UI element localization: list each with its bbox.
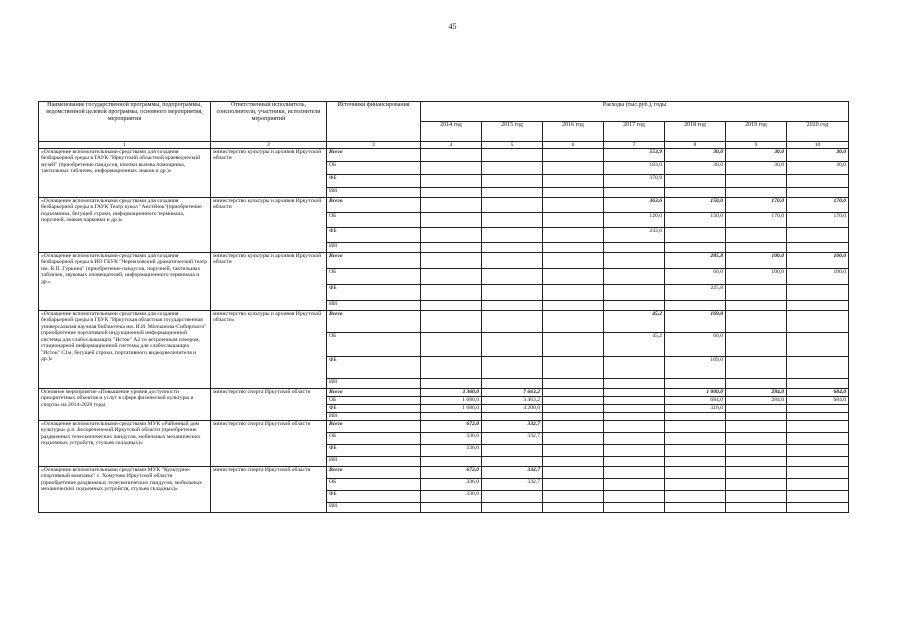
header-year: 2019 год [726, 122, 787, 142]
expense-value: 684,0 [665, 397, 726, 405]
table-body [39, 149, 849, 513]
column-number: 3 [327, 142, 421, 149]
expense-value [604, 188, 665, 198]
measure-executor: министерство спорта Иркутской области [211, 421, 327, 467]
expense-value [421, 311, 482, 333]
expense-value [482, 175, 543, 188]
expense-value: 45,2 [604, 333, 665, 357]
expense-value [421, 243, 482, 253]
funding-source: ФБ [327, 357, 421, 379]
expense-value: 332,7 [482, 421, 543, 433]
expense-value [543, 433, 604, 445]
expense-value [482, 285, 543, 301]
expense-value [787, 413, 849, 421]
expense-value [665, 301, 726, 311]
measure-executor: министерство спорта Иркутской области [211, 467, 327, 513]
expense-value [543, 285, 604, 301]
header-name: Наименование государственной программы, подпрограммы, ведомственной целевой программы, основного мероприятия, мероприятия [39, 102, 211, 142]
column-number: 5 [482, 142, 543, 149]
funding-source: Всего [327, 198, 421, 213]
header-source: Источники финансирования [327, 102, 421, 142]
expense-value [543, 389, 604, 397]
funding-source: ИИ [327, 243, 421, 253]
expense-value [482, 503, 543, 513]
expense-value [421, 253, 482, 269]
expense-value: 3 360,0 [421, 389, 482, 397]
expense-value [543, 421, 604, 433]
expense-value: 336,0 [421, 433, 482, 445]
expense-value [482, 445, 543, 457]
expense-value [421, 228, 482, 243]
header-executor: Ответственный исполнитель, соисполнители, участники, исполнители мероприятий [211, 102, 327, 142]
expense-value [421, 333, 482, 357]
expense-value [604, 445, 665, 457]
funding-source: ОБ [327, 397, 421, 405]
expense-value: 332,7 [482, 433, 543, 445]
expense-value: 60,0 [665, 269, 726, 285]
measure-name: «Оснащение вспомогательными средствами для создания безбарьерной среды в ГБУК "Иркутская областная государственная универсальная научная библиотека им. И.И. Молчанова-Сибирского" (приобретение портативной индукционной информационной системы для слабослышащих "Исток" А2 со встроенным плеером, стационарной информационной системы для слабослышащих "Исток" С1м, бегущей строки, портативного видеоувеличителя и др.)» [39, 311, 211, 389]
expense-value [604, 421, 665, 433]
funding-source: ИИ [327, 503, 421, 513]
funding-source: ФБ [327, 445, 421, 457]
expense-value [665, 445, 726, 457]
expense-value: 332,7 [482, 479, 543, 491]
expense-value [421, 285, 482, 301]
expense-value: 120,0 [604, 213, 665, 228]
expense-value [543, 311, 604, 333]
column-number: 6 [543, 142, 604, 149]
expense-value [543, 357, 604, 379]
header-year: 2018 год [665, 122, 726, 142]
expense-value: 336,0 [421, 445, 482, 457]
column-number: 4 [421, 142, 482, 149]
expense-value: 30,0 [787, 162, 849, 175]
expense-value [482, 213, 543, 228]
expense-value: 684,0 [787, 389, 849, 397]
expense-value [787, 433, 849, 445]
column-number-row [39, 142, 849, 149]
expense-value [787, 243, 849, 253]
expense-value [726, 467, 787, 479]
expense-value: 284,0 [726, 389, 787, 397]
expense-value [543, 333, 604, 357]
expense-value [665, 228, 726, 243]
table-row [39, 467, 849, 479]
expense-value [604, 397, 665, 405]
expense-value [787, 228, 849, 243]
expense-value [482, 413, 543, 421]
expense-value [665, 243, 726, 253]
table-row [39, 253, 849, 269]
table-row [39, 311, 849, 333]
measure-executor: министерство культуры и архивов Иркутской области [211, 149, 327, 198]
measure-name: «Оснащение вспомогательными средствами для создания безбарьерной среды в ИО ГБУК "Черемховский драматический театр им. В.П. Гуркина" (приобретение пандусов, поручней, тактильных табличек, звуковых оповещателей, информационного терминала и др.» [39, 253, 211, 311]
expense-value: 336,0 [421, 491, 482, 503]
expense-value: 30,0 [665, 162, 726, 175]
expense-value: 284,0 [726, 397, 787, 405]
funding-source: ФБ [327, 175, 421, 188]
expense-value [543, 213, 604, 228]
expense-value: 672,0 [421, 467, 482, 479]
expense-value [543, 457, 604, 467]
expense-value: 1 680,0 [421, 405, 482, 413]
column-number: 10 [787, 142, 849, 149]
expense-value [482, 228, 543, 243]
expense-value [604, 389, 665, 397]
expense-value [482, 457, 543, 467]
expense-value [665, 467, 726, 479]
expense-value [421, 162, 482, 175]
expense-value [604, 243, 665, 253]
expense-value: 316,0 [665, 405, 726, 413]
expense-value [726, 421, 787, 433]
expense-value [421, 188, 482, 198]
expense-value [421, 175, 482, 188]
expense-value [482, 333, 543, 357]
expense-value [726, 491, 787, 503]
expense-value: 336,0 [421, 479, 482, 491]
expense-value [543, 301, 604, 311]
expense-value: 170,0 [787, 198, 849, 213]
expense-value: 30,0 [726, 149, 787, 162]
expense-value: 553,9 [604, 149, 665, 162]
expenses-table [38, 101, 849, 513]
column-number: 8 [665, 142, 726, 149]
expense-value [665, 457, 726, 467]
expense-value [543, 188, 604, 198]
expense-value [726, 413, 787, 421]
expense-value [543, 503, 604, 513]
expense-value [787, 301, 849, 311]
funding-source: Всего [327, 421, 421, 433]
column-number: 9 [726, 142, 787, 149]
expense-value [726, 333, 787, 357]
expense-value [604, 433, 665, 445]
expense-value: 243,6 [604, 228, 665, 243]
expense-value [787, 467, 849, 479]
funding-source: ИИ [327, 301, 421, 311]
expense-value [421, 198, 482, 213]
expense-value [787, 479, 849, 491]
expense-value [421, 301, 482, 311]
expense-value: 3 463,2 [482, 397, 543, 405]
expense-value: 30,0 [726, 162, 787, 175]
funding-source: ОБ [327, 162, 421, 175]
expense-value [787, 457, 849, 467]
expense-value [482, 269, 543, 285]
table-row [39, 421, 849, 433]
funding-source: ИИ [327, 457, 421, 467]
measure-executor: министерство культуры и архивов Иркутской области» [211, 311, 327, 389]
expense-value: 170,0 [726, 213, 787, 228]
funding-source: ИИ [327, 379, 421, 389]
expense-value [482, 188, 543, 198]
expense-value [421, 413, 482, 421]
measure-executor: министерство культуры и архивов Иркутской области [211, 198, 327, 253]
measure-executor: министерство культуры и архивов Иркутской области [211, 253, 327, 311]
expense-value: 672,0 [421, 421, 482, 433]
expense-value [421, 213, 482, 228]
expense-value [604, 457, 665, 467]
header-year: 2017 год [604, 122, 665, 142]
funding-source: ОБ [327, 433, 421, 445]
expense-value [604, 379, 665, 389]
expense-value: 100,0 [787, 269, 849, 285]
expense-value: 100,0 [787, 253, 849, 269]
expense-value [604, 467, 665, 479]
expense-value [604, 285, 665, 301]
expense-value [421, 379, 482, 389]
expense-value [787, 379, 849, 389]
expense-value [726, 503, 787, 513]
expense-value [543, 467, 604, 479]
measure-name: «Оснащение вспомогательными средствами МУК «Районный дом культуры» р.п. Белореченский Иркутской области (приобретение раздвижных телескопических пандусов, мобильных механических подъемных устройств, стульев складных)» [39, 421, 211, 467]
expense-value [543, 269, 604, 285]
funding-source: ИИ [327, 413, 421, 421]
expense-value [787, 357, 849, 379]
expense-value: 30,0 [665, 149, 726, 162]
expense-value: 150,0 [665, 213, 726, 228]
expense-value [543, 379, 604, 389]
expense-value [543, 445, 604, 457]
expense-value [787, 421, 849, 433]
column-number: 2 [211, 142, 327, 149]
expense-value [726, 188, 787, 198]
expense-value [726, 405, 787, 413]
expense-value [421, 357, 482, 379]
expense-value [726, 285, 787, 301]
expense-value [604, 503, 665, 513]
expense-value [726, 228, 787, 243]
expense-value [543, 149, 604, 162]
measure-executor: министерство спорта Иркутской области [211, 389, 327, 421]
expense-value [604, 253, 665, 269]
expense-value [665, 433, 726, 445]
funding-source: ФБ [327, 285, 421, 301]
column-number: 1 [39, 142, 211, 149]
expense-value: 169,0 [665, 311, 726, 333]
expense-value: 45,2 [604, 311, 665, 333]
expense-value [421, 269, 482, 285]
expense-value [543, 397, 604, 405]
expense-value [726, 379, 787, 389]
expense-value [787, 445, 849, 457]
funding-source: Всего [327, 149, 421, 162]
expense-value: 363,6 [604, 198, 665, 213]
expense-value [665, 503, 726, 513]
expense-value [482, 379, 543, 389]
expense-value [482, 311, 543, 333]
expense-value [482, 162, 543, 175]
expense-value: 285,8 [665, 253, 726, 269]
expense-value [726, 479, 787, 491]
expense-value [543, 162, 604, 175]
expense-value [787, 405, 849, 413]
expense-value [787, 333, 849, 357]
expense-value [787, 285, 849, 301]
expense-value: 370,9 [604, 175, 665, 188]
expense-value [543, 479, 604, 491]
expense-value: 183,0 [604, 162, 665, 175]
expense-value [543, 198, 604, 213]
expense-value [604, 405, 665, 413]
expense-value [604, 301, 665, 311]
expense-value [482, 357, 543, 379]
expense-value [543, 491, 604, 503]
expense-value [726, 243, 787, 253]
expense-value [787, 503, 849, 513]
expense-value: 4 200,0 [482, 405, 543, 413]
expense-value [726, 357, 787, 379]
expense-value: 100,0 [726, 269, 787, 285]
expense-value [665, 413, 726, 421]
funding-source: ОБ [327, 479, 421, 491]
column-number: 7 [604, 142, 665, 149]
expense-value [665, 491, 726, 503]
expense-value [726, 457, 787, 467]
funding-source: ФБ [327, 228, 421, 243]
expense-value: 332,7 [482, 467, 543, 479]
header-year: 2016 год [543, 122, 604, 142]
expense-value [726, 445, 787, 457]
funding-source: Всего [327, 467, 421, 479]
expense-value [787, 188, 849, 198]
expense-value [787, 491, 849, 503]
expense-value [543, 243, 604, 253]
funding-source: ИИ [327, 188, 421, 198]
funding-source: Всего [327, 253, 421, 269]
expense-value [726, 301, 787, 311]
expense-value [604, 479, 665, 491]
table-row [39, 149, 849, 162]
page-number: 45 [448, 22, 457, 31]
expense-value [726, 433, 787, 445]
expense-value [787, 311, 849, 333]
header-expenses: Расходы (тыс.руб.), годы [421, 102, 849, 122]
table-row [39, 198, 849, 213]
funding-source: Всего [327, 311, 421, 333]
funding-source: ФБ [327, 405, 421, 413]
expense-value: 1 680,0 [421, 397, 482, 405]
measure-name: «Оснащение вспомогательными средствами для создания безбарьерной среды в ГАУК "Иркутский областной краеведческий музей" (приобретение пандусов, кнопки вызова помощника, тактильных табличек, информационных знаков и др.)» [39, 149, 211, 198]
expense-value [543, 228, 604, 243]
expense-value: 109,0 [665, 357, 726, 379]
expense-value [726, 175, 787, 188]
expense-value [482, 243, 543, 253]
expense-value [543, 405, 604, 413]
expense-value [482, 253, 543, 269]
expense-value [665, 188, 726, 198]
expense-value [482, 301, 543, 311]
measure-name: «Оснащение вспомогательными средствами МУК "Культурно-спортивный комплекс" с. Хомутово Иркутской области (приобретение раздвижных телескопических пандусов, мобильных механических подъемных устройств, стульев складных)» [39, 467, 211, 513]
expense-value [604, 491, 665, 503]
expense-value [665, 421, 726, 433]
expense-value: 684,0 [787, 397, 849, 405]
header-year: 2015 год [482, 122, 543, 142]
funding-source: Всего [327, 389, 421, 397]
expense-value [421, 149, 482, 162]
funding-source: ОБ [327, 269, 421, 285]
expense-value [604, 269, 665, 285]
expense-value: 7 663,2 [482, 389, 543, 397]
expense-value [482, 491, 543, 503]
table-row [39, 389, 849, 397]
expense-value [787, 175, 849, 188]
expense-value: 100,0 [726, 253, 787, 269]
measure-name: Основное мероприятие «Повышение уровня доступности приоритетных объектов и услуг в сфере физической культуры и спорта» на 2014-2020 годы [39, 389, 211, 421]
expense-value [543, 413, 604, 421]
expense-value: 170,0 [726, 198, 787, 213]
expense-value [543, 175, 604, 188]
expense-value [482, 198, 543, 213]
expense-value [543, 253, 604, 269]
expense-value: 1 000,0 [665, 389, 726, 397]
expense-value: 150,0 [665, 198, 726, 213]
expense-value [665, 175, 726, 188]
funding-source: ОБ [327, 333, 421, 357]
expense-value [726, 311, 787, 333]
header-year: 2020 год [787, 122, 849, 142]
funding-source: ОБ [327, 213, 421, 228]
expense-value [421, 503, 482, 513]
expense-value [482, 149, 543, 162]
header-year: 2014 год [421, 122, 482, 142]
expense-value [665, 479, 726, 491]
expense-value [421, 457, 482, 467]
expense-value: 170,0 [787, 213, 849, 228]
measure-name: «Оснащение вспомогательными средствами для создания безбарьерной среды в ГАУК Театр кукол "Аистёнок"(приобретение подъемника, бегущей строки, информационного терминала, поручней, знаков парковки и др.)» [39, 198, 211, 253]
expense-value: 60,0 [665, 333, 726, 357]
expense-value: 30,0 [787, 149, 849, 162]
expense-value: 225,8 [665, 285, 726, 301]
funding-source: ФБ [327, 491, 421, 503]
expense-value [665, 379, 726, 389]
expense-value [604, 413, 665, 421]
expense-value [604, 357, 665, 379]
